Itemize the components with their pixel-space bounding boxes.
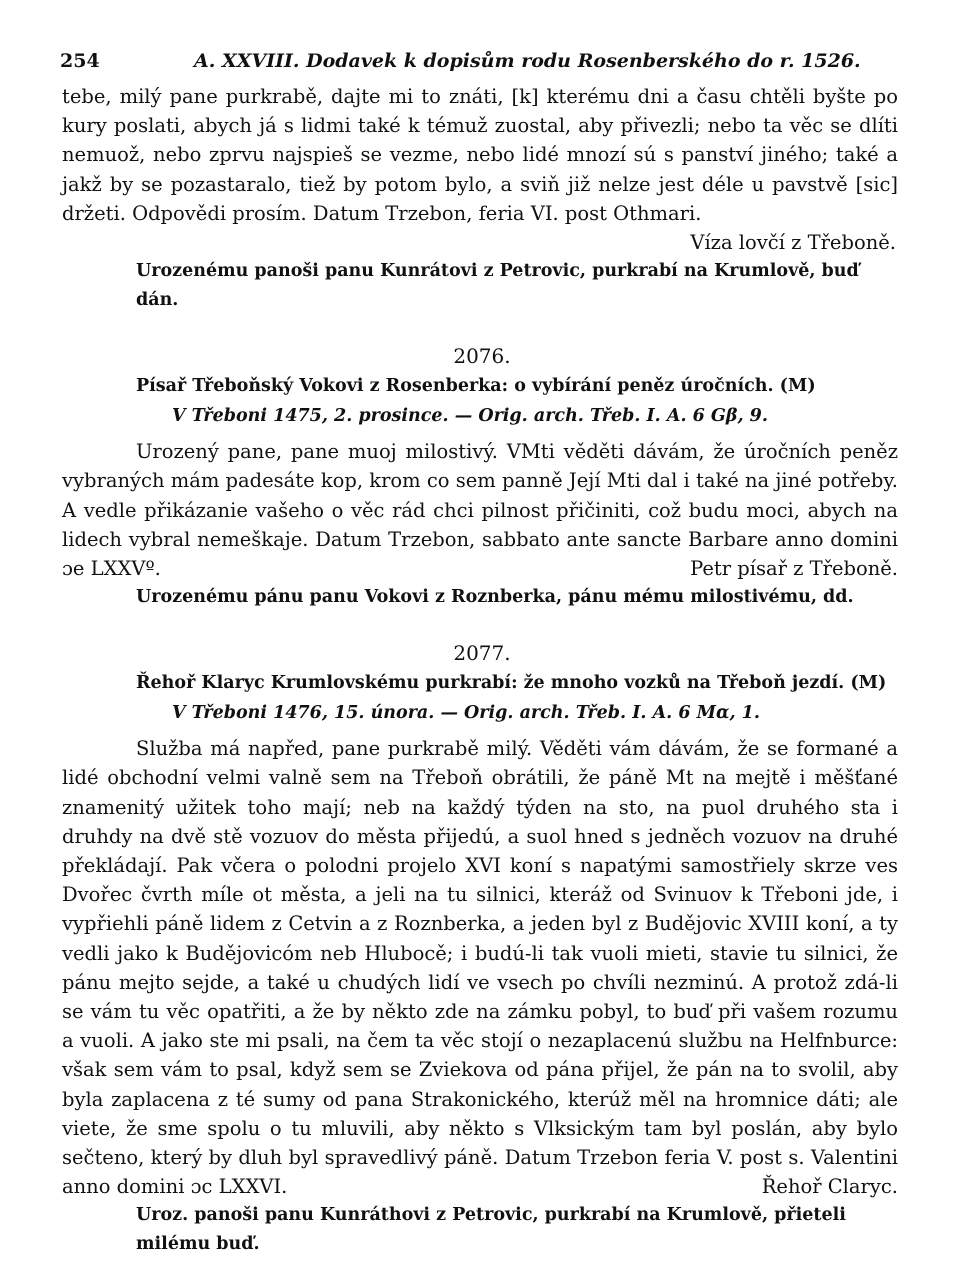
- document-summary: Písař Třeboňský Vokovi z Rosenberka: o vybírání peněz úročních. (M): [136, 376, 816, 397]
- letter-text: [62, 734, 898, 1201]
- letter-address: Urozenému panoši panu Kunrátovi z Petrovic, purkrabí na Krumlově, buď dán.: [136, 261, 859, 311]
- document-date: V Třeboni 1475, 2. prosince. — Orig. arch. Třeb. I. A. 6 Gβ, 9.: [172, 406, 768, 427]
- letter-signature: Petr písař z Třeboně.: [690, 557, 898, 581]
- document-2076: [62, 341, 898, 612]
- running-title: A. XXVIII. Dodavek k dopisům rodu Rosenberského do r. 1526.: [194, 50, 861, 72]
- letter-body: Urozený pane, pane muoj milostivý. VMti věděti dávám, že úročních peněz vybraných mám padesáte kop, krom co sem panně Její Mti dal i také na jiné potřeby. A vedle přikázanie vašeho o věc rád chci pilnost přičiniti, což budu moci, abych na lidech vybral nemeškaje. Datum Trzebon, sabbato ante sancte Barbare anno domini ɔe LXXVº.: [62, 440, 898, 581]
- document-summary: Řehoř Klaryc Krumlovskému purkrabí: že mnoho vozků na Třeboň jezdí. (M): [136, 673, 887, 694]
- letter-text: tebe, milý pane purkrabě, dajte mi to znáti, [k] kterému dni a času chtěli byšte po kury poslati, abych já s lidmi také k témuž zuostal, aby přivezli; nebo ta věc se dlíti nemuož, nebo zprvu najspieš se vezme, nebo lidé mnozí sú s panství jiného; také a jakž by se pozastaralo, tiež by potom bylo, a sviň již nelze jest déle u pavstvě [sic] držeti. Odpovědi prosím. Datum Trzebon, feria VI. post Othmari.: [62, 85, 898, 225]
- document-number: 2076.: [453, 344, 511, 369]
- document-date: V Třeboni 1476, 15. února. — Orig. arch. Třeb. I. A. 6 Mα, 1.: [172, 703, 760, 724]
- page-number: 254: [60, 50, 100, 72]
- page-header: [62, 42, 898, 82]
- previous-letter: [62, 82, 898, 315]
- letter-signature: Víza lovčí z Třeboně.: [690, 231, 896, 255]
- letter-text: [62, 437, 898, 583]
- letter-signature: Řehoř Claryc.: [761, 1175, 898, 1199]
- letter-body: Služba má napřed, pane purkrabě milý. Věděti vám dávám, že se formané a lidé obchodní velmi valně sem na Třeboň obrátili, že páně Mt na mejtě i měšťané znamenitý užitek toho mají; neb na každý týden na sto, na puol druhého sta i druhdy na dvě stě vozuov do města přijedú, a suol hned s jedněch vozuov na druhé překládají. Pak včera o polodni projelo XVI koní s napatými samostřiely skrze ves Dvořec čvrth míle ot města, a jeli na tu silnici, kteráž od Svinuov k Třeboni jde, i vypřiehli páně lidem z Cetvin a z Roznberka, a jeden byl z Budějovic XVIII koní, a ty vedli jako k Budějovicóm neb Hlubocě; i budú-li tak vuoli mieti, stavie tu silnici, že pánu mejto sejde, a také u chudých lidí ve vsech po chvíli nezminú. A protož zdá-li se vám tu věc opatřiti, a že by někto zde na zámku pobyl, to buď při vašem rozumu a vuoli. A jako ste mi psali, na čem ta věc stojí o nezaplacenú službu na Helfnburce: však sem vám to psal, když sem se Zviekova od pána přijel, že pán na to svolil, aby byla zaplacena z té sumy od pana Strakonického, kterúž měl na hromnice dáti; ale viete, že sme spolu o tu mluvili, aby někto s Vlksickým tam byl poslán, aby bylo sečteno, který by dluh byl spravedlivý páně. Datum Trzebon feria V. post s. Valentini anno domini ɔc LXXVI.: [62, 737, 898, 1199]
- document-2077: [62, 638, 898, 1259]
- document-number: 2077.: [453, 641, 511, 666]
- letter-address: Urozenému pánu panu Vokovi z Roznberka, pánu mému milostivému, dd.: [136, 587, 854, 608]
- letter-address: Uroz. panoši panu Kunráthovi z Petrovic, purkrabí na Krumlově, přieteli milému buď.: [136, 1205, 846, 1255]
